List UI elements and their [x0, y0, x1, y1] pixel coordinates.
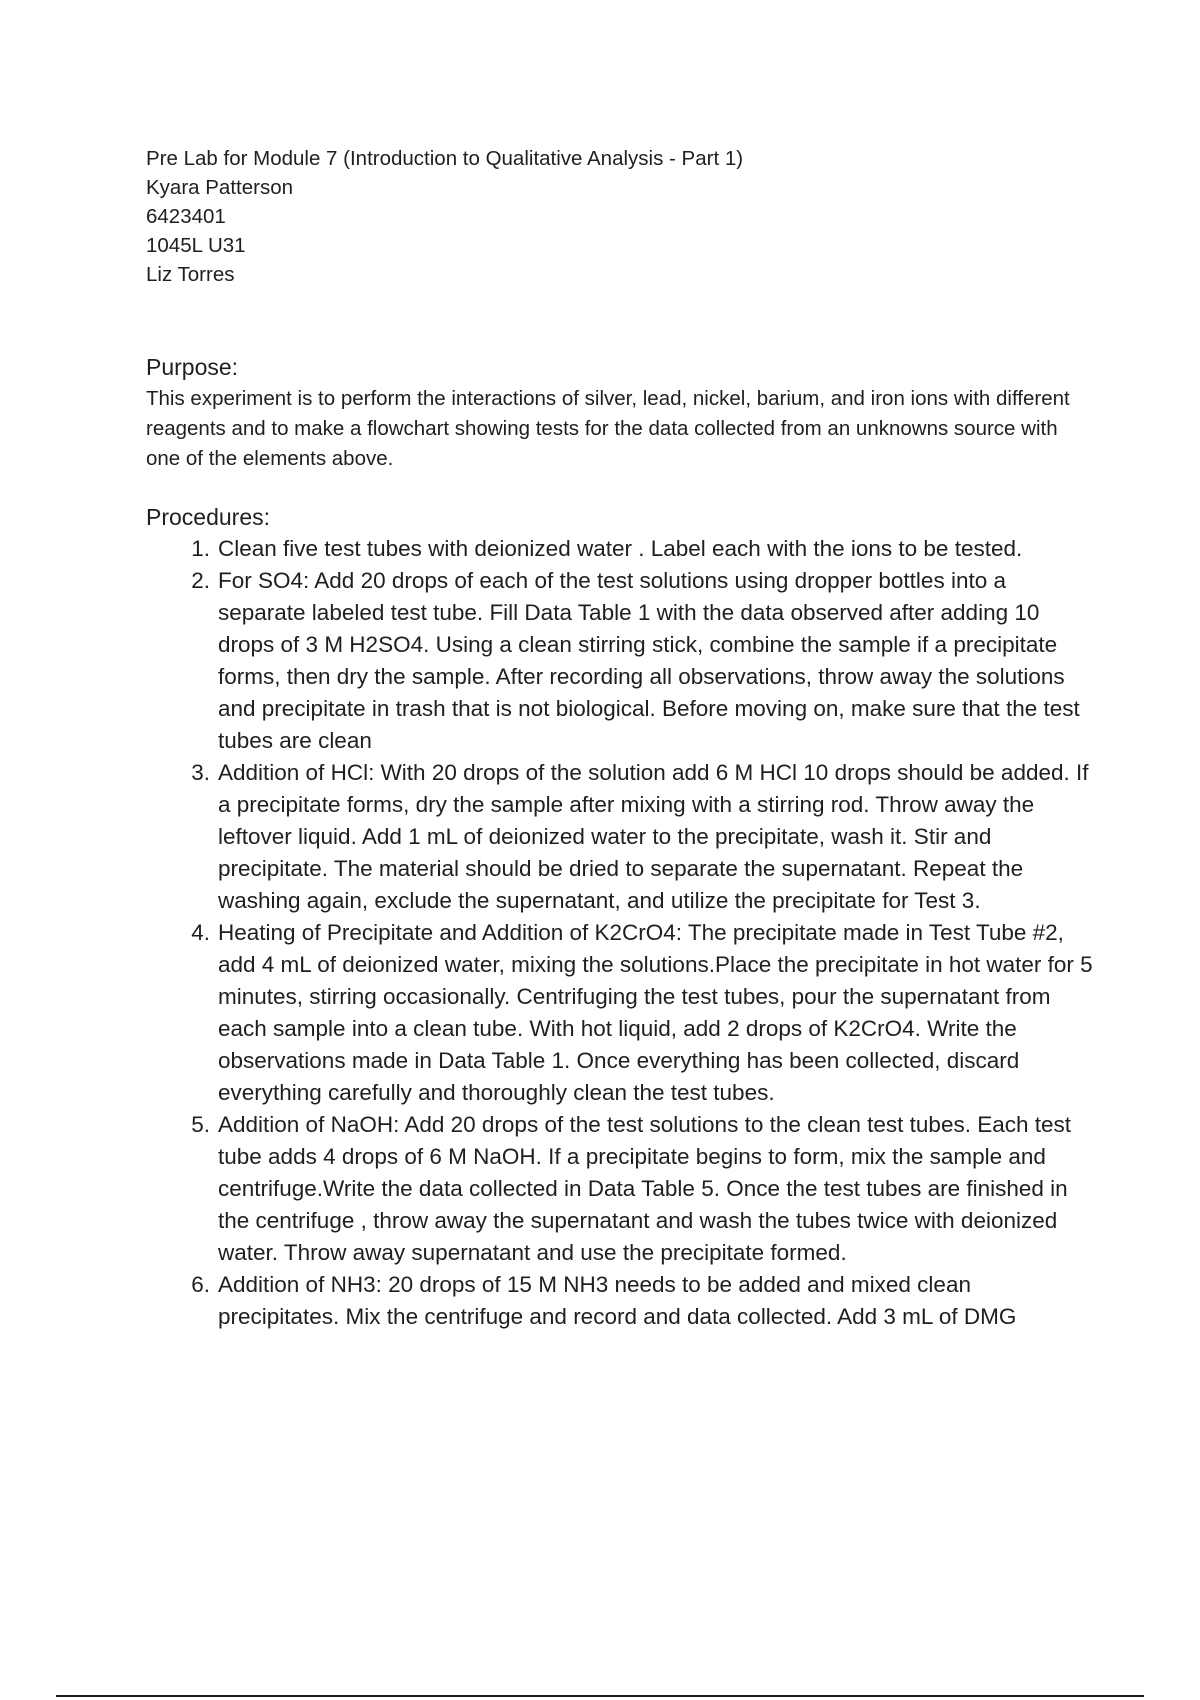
step-text: Addition of NH3: 20 drops of 15 M NH3 needs to be added and mixed clean precipitates. Mix the centrifuge and record and data collected. Add 3 mL of DMG — [218, 1272, 1017, 1329]
course-section: 1045L U31 — [146, 234, 246, 257]
instructor-name: Liz Torres — [146, 263, 235, 286]
document-header — [146, 144, 1096, 289]
procedure-step-4 — [146, 917, 1096, 1109]
procedure-step-3 — [146, 757, 1096, 917]
purpose-heading: Purpose: — [146, 354, 239, 380]
step-text: Heating of Precipitate and Addition of K2CrO4: The precipitate made in Test Tube #2, add 4 mL of deionized water, mixing the solutions.Place the precipitate in hot water for 5 minutes, stirring occasionally. Centrifuging the test tubes, pour the supernatant from each sample into a clean tube. With hot liquid, add 2 drops of K2CrO4. Write the observations made in Data Table 1. Once everything has been collected, discard everything carefully and thoroughly clean the test tubes. — [218, 920, 1093, 1105]
step-text: For SO4: Add 20 drops of each of the test solutions using dropper bottles into a separate labeled test tube. Fill Data Table 1 with the data observed after adding 10 drops of 3 M H2SO4. Using a clean stirring stick, combine the sample if a precipitate forms, then dry the sample. After recording all observations, throw away the solutions and precipitate in trash that is not biological. Before moving on, make sure that the test tubes are clean — [218, 568, 1080, 753]
procedure-step-2 — [146, 565, 1096, 757]
student-id: 6423401 — [146, 205, 226, 228]
step-number: 6. — [191, 1272, 210, 1297]
step-text: Clean five test tubes with deionized water . Label each with the ions to be tested. — [218, 536, 1023, 561]
procedure-step-5 — [146, 1109, 1096, 1269]
step-number: 3. — [191, 760, 210, 785]
step-number: 2. — [191, 568, 210, 593]
procedure-step-1 — [146, 533, 1096, 565]
procedures-heading: Procedures: — [146, 504, 271, 530]
page-bottom-rule — [56, 1695, 1144, 1697]
step-text: Addition of NaOH: Add 20 drops of the test solutions to the clean test tubes. Each test tube adds 4 drops of 6 M NaOH. If a precipitate begins to form, mix the sample and centrifuge.Write the data collected in Data Table 5. Once the test tubes are finished in the centrifuge , throw away the supernatant and wash the tubes twice with deionized water. Throw away supernatant and use the precipitate formed. — [218, 1112, 1072, 1265]
step-text: Addition of HCl: With 20 drops of the solution add 6 M HCl 10 drops should be added. If a precipitate forms, dry the sample after mixing with a stirring rod. Throw away the leftover liquid. Add 1 mL of deionized water to the precipitate, wash it. Stir and precipitate. The material should be dried to separate the supernatant. Repeat the washing again, exclude the supernatant, and utilize the precipitate for Test 3. — [218, 760, 1089, 913]
step-number: 5. — [191, 1112, 210, 1137]
step-number: 4. — [191, 920, 210, 945]
student-name: Kyara Patterson — [146, 176, 293, 199]
document-title: Pre Lab for Module 7 (Introduction to Qualitative Analysis - Part 1) — [146, 147, 744, 170]
step-number: 1. — [191, 536, 210, 561]
procedures-list — [146, 533, 1096, 1333]
procedure-step-6 — [146, 1269, 1096, 1333]
purpose-paragraph: This experiment is to perform the interactions of silver, lead, nickel, barium, and iron ions with different reagents and to make a flowchart showing tests for the data collected from an unknowns source with one of the elements above. — [146, 387, 1070, 470]
